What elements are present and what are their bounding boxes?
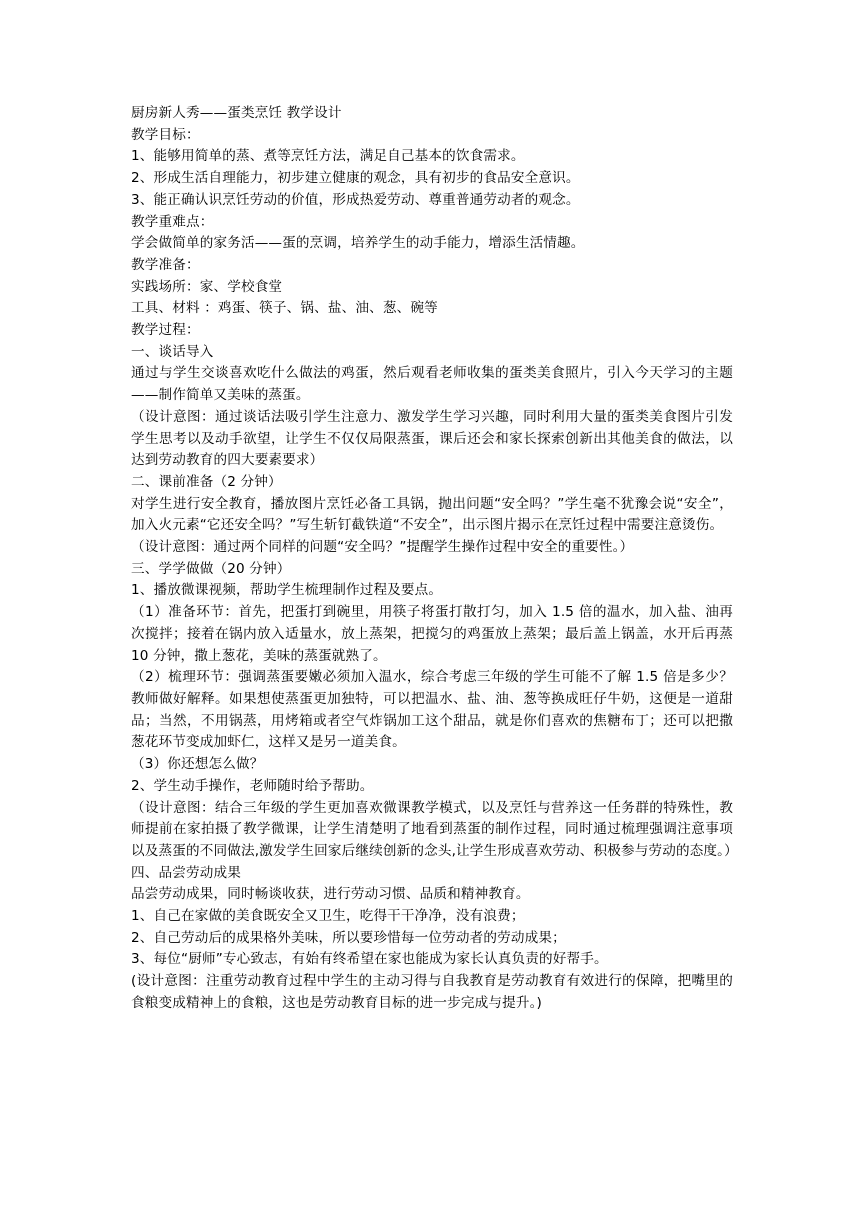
list-item: 3、每位“厨师”专心致志，有始有终希望在家也能成为家长认真负责的好帮手。 (131, 951, 608, 968)
list-item: 2、自己劳动后的成果格外美味，所以要珍惜每一位劳动者的劳动成果； (131, 929, 566, 946)
document-body (131, 103, 738, 1015)
substep-text: （1）准备环节：首先，把蛋打到碗里，用筷子将蛋打散打匀，加入 1.5 倍的温水，加入盐、油再次搅拌；接着在锅内放入适量水，放上蒸架，把搅匀的鸡蛋放上蒸架；最后盖上锅盖，水开后再蒸 10 分钟，撒上葱花，美味的蒸蛋就熟了。 (131, 604, 733, 664)
step-text: 2、学生动手操作，老师随时给予帮助。 (131, 777, 374, 794)
objective-item: 1、能够用简单的蒸、煮等烹饪方法，满足自己基本的饮食需求。 (131, 148, 525, 165)
process-heading: 教学过程： (131, 322, 200, 339)
step-text: 1、播放微课视频，帮助学生梳理制作过程及要点。 (131, 582, 443, 599)
section-text: 品尝劳动成果，同时畅谈收获，进行劳动习惯、品质和精神教育。 (131, 886, 530, 903)
section-heading: 三、学学做做（20 分钟） (131, 560, 291, 577)
list-item: 1、自己在家做的美食既安全又卫生，吃得干干净净，没有浪费； (131, 908, 525, 925)
objective-item: 3、能正确认识烹饪劳动的价值，形成热爱劳动、尊重普通劳动者的观念。 (131, 191, 580, 208)
section-text: 对学生进行安全教育，播放图片烹饪必备工具锅，抛出问题“安全吗？”学生毫不犹豫会说“安全”，加入火元素“它还安全吗？”写生斩钉截铁道“不安全”，出示图片揭示在烹饪过程中需要注意烫伤。 (131, 495, 733, 534)
objectives-heading: 教学目标： (131, 126, 200, 143)
section-text: 通过与学生交谈喜欢吃什么做法的鸡蛋，然后观看老师收集的蛋类美食照片，引入今天学习的主题——制作简单又美味的蒸蛋。 (131, 365, 733, 404)
objective-item: 2、形成生活自理能力，初步建立健康的观念，具有初步的食品安全意识。 (131, 170, 580, 187)
substep-text: （2）梳理环节：强调蒸蛋要嫩必须加入温水，综合考虑三年级的学生可能不了解 1.5 倍是多少？教师做好解释。如果想使蒸蛋更加独特，可以把温水、盐、油、葱等换成旺仔牛奶，这便是一道甜品；当然，不用锅蒸，用烤箱或者空气炸锅加工这个甜品，就是你们喜欢的焦糖布丁；还可以把撒葱花环节变成加虾仁，这样又是另一道美食。 (131, 669, 733, 751)
section-heading: 四、品尝劳动成果 (131, 864, 241, 881)
substep-text: （3）你还想怎么做？ (131, 756, 264, 773)
preparation-heading: 教学准备： (131, 256, 200, 273)
section-heading: 一、谈话导入 (131, 343, 214, 360)
key-points-heading: 教学重难点： (131, 213, 214, 230)
key-points-text: 学会做简单的家务活——蛋的烹调，培养学生的动手能力，增添生活情趣。 (131, 235, 585, 252)
tools-text: 工具、材料 ：鸡蛋、筷子、锅、盐、油、葱、碗等 (131, 300, 438, 317)
venue-text: 实践场所：家、学校食堂 (131, 278, 283, 295)
design-intent: （设计意图：通过两个同样的问题“安全吗？”提醒学生操作过程中安全的重要性。） (131, 539, 634, 556)
design-intent: (设计意图：注重劳动教育过程中学生的主动习得与自我教育是劳动教育有效进行的保障，把嘴里的食粮变成精神上的食粮，这也是劳动教育目标的进一步完成与提升。) (131, 973, 733, 1011)
design-intent: （设计意图：通过谈话法吸引学生注意力、激发学生学习兴趣，同时利用大量的蛋类美食图片引发学生思考以及动手欲望，让学生不仅仅局限蒸蛋，课后还会和家长探索创新出其他美食的做法，以达到劳动教育的四大要素要求） (131, 408, 733, 469)
section-heading: 二、课前准备（2 分钟） (131, 473, 282, 490)
document-title: 厨房新人秀——蛋类烹饪 教学设计 (131, 105, 342, 121)
design-intent: （设计意图：结合三年级的学生更加喜欢微课教学模式，以及烹饪与营养这一任务群的特殊性，教师提前在家拍摄了教学微课，让学生清楚明了地看到蒸蛋的制作过程，同时通过梳理强调注意事项以及蒸蛋的不同做法,激发学生回家后继续创新的念头,让学生形成喜欢劳动、积极参与劳动的态度。） (131, 799, 738, 859)
